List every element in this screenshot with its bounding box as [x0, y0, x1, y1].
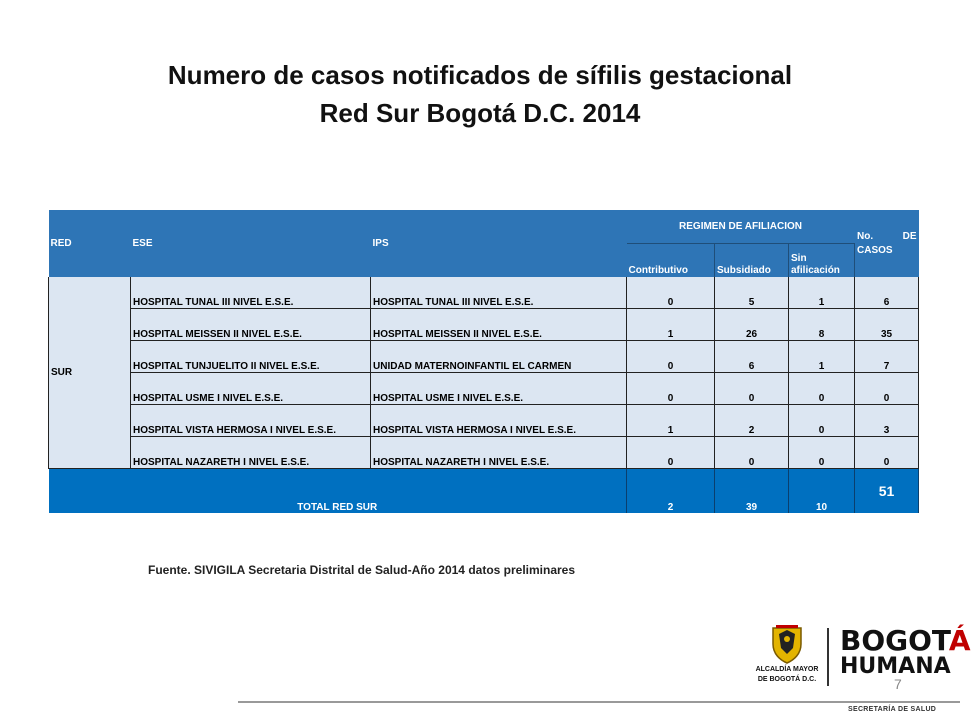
slide-title — [0, 56, 960, 132]
contributivo-cell: 0 — [627, 341, 715, 373]
header-red: RED — [49, 210, 131, 277]
subsidiado-cell: 5 — [715, 277, 789, 309]
subsidiado-cell: 6 — [715, 341, 789, 373]
ips-cell: HOSPITAL USME I NIVEL E.S.E. — [371, 373, 627, 405]
sin-afiliacion-cell: 1 — [789, 341, 855, 373]
bogota-wordmark: BOGOTÁ — [840, 624, 971, 657]
table-row — [49, 373, 919, 405]
sin-afiliacion-cell: 1 — [789, 277, 855, 309]
header-ese: ESE — [131, 210, 371, 277]
cases-table — [48, 210, 919, 513]
casos-cell: 7 — [855, 341, 919, 373]
coat-of-arms-icon — [770, 624, 804, 664]
total-contributivo: 2 — [627, 469, 715, 514]
header-ips: IPS — [371, 210, 627, 277]
casos-cell: 0 — [855, 437, 919, 469]
contributivo-cell: 0 — [627, 277, 715, 309]
contributivo-cell: 1 — [627, 405, 715, 437]
ese-cell: HOSPITAL MEISSEN II NIVEL E.S.E. — [131, 309, 371, 341]
header-casos-no: No. — [857, 230, 874, 242]
red-cell: SUR — [49, 277, 131, 469]
ips-cell: HOSPITAL NAZARETH I NIVEL E.S.E. — [371, 437, 627, 469]
title-line-2: Red Sur Bogotá D.C. 2014 — [319, 98, 641, 128]
header-sin-afiliacion: Sin afilicación — [789, 243, 855, 277]
header-casos-label: CASOS — [857, 244, 893, 256]
total-subsidiado: 39 — [715, 469, 789, 514]
ese-cell: HOSPITAL TUNAL III NIVEL E.S.E. — [131, 277, 371, 309]
ese-cell: HOSPITAL NAZARETH I NIVEL E.S.E. — [131, 437, 371, 469]
contributivo-cell: 0 — [627, 373, 715, 405]
header-contributivo: Contributivo — [627, 243, 715, 277]
total-row — [49, 469, 919, 514]
subsidiado-cell: 0 — [715, 437, 789, 469]
page-number: 7 — [894, 676, 902, 692]
table-row — [49, 405, 919, 437]
contributivo-cell: 1 — [627, 309, 715, 341]
logo-divider — [827, 628, 829, 686]
sin-afiliacion-cell: 0 — [789, 437, 855, 469]
subsidiado-cell: 2 — [715, 405, 789, 437]
header-casos-de: DE — [902, 230, 917, 242]
ese-cell: HOSPITAL VISTA HERMOSA I NIVEL E.S.E. — [131, 405, 371, 437]
alcaldia-line-2: DE BOGOTÁ D.C. — [757, 676, 817, 683]
ips-cell: UNIDAD MATERNOINFANTIL EL CARMEN — [371, 341, 627, 373]
subsidiado-cell: 0 — [715, 373, 789, 405]
total-label: TOTAL RED SUR — [49, 469, 627, 514]
table-row — [49, 277, 919, 309]
ese-cell: HOSPITAL USME I NIVEL E.S.E. — [131, 373, 371, 405]
casos-cell: 6 — [855, 277, 919, 309]
total-sin-afiliacion: 10 — [789, 469, 855, 514]
total-casos: 51 — [855, 469, 919, 514]
sin-afiliacion-cell: 0 — [789, 405, 855, 437]
header-subsidiado: Subsidiado — [715, 243, 789, 277]
humana-wordmark: HUMANA — [840, 654, 951, 679]
header-casos — [855, 210, 919, 277]
table-row — [49, 437, 919, 469]
sin-afiliacion-cell: 0 — [789, 373, 855, 405]
bogota-humana-logo — [840, 624, 971, 688]
contributivo-cell: 0 — [627, 437, 715, 469]
ips-cell: HOSPITAL MEISSEN II NIVEL E.S.E. — [371, 309, 627, 341]
alcaldia-logo — [752, 624, 822, 690]
title-line-1: Numero de casos notificados de sífilis gestacional — [167, 60, 793, 90]
footer-divider — [238, 701, 960, 703]
ips-cell: HOSPITAL TUNAL III NIVEL E.S.E. — [371, 277, 627, 309]
alcaldia-line-1: ALCALDÍA MAYOR — [755, 666, 819, 673]
ese-cell: HOSPITAL TUNJUELITO II NIVEL E.S.E. — [131, 341, 371, 373]
table-row — [49, 309, 919, 341]
casos-cell: 35 — [855, 309, 919, 341]
casos-cell: 0 — [855, 373, 919, 405]
ips-cell: HOSPITAL VISTA HERMOSA I NIVEL E.S.E. — [371, 405, 627, 437]
table-row — [49, 341, 919, 373]
subsidiado-cell: 26 — [715, 309, 789, 341]
secretaria-label: SECRETARÍA DE SALUD — [848, 706, 937, 713]
source-note: Fuente. SIVIGILA Secretaria Distrital de Salud-Año 2014 datos preliminares — [148, 563, 576, 577]
casos-cell: 3 — [855, 405, 919, 437]
header-regimen: REGIMEN DE AFILIACION — [627, 210, 855, 243]
sin-afiliacion-cell: 8 — [789, 309, 855, 341]
